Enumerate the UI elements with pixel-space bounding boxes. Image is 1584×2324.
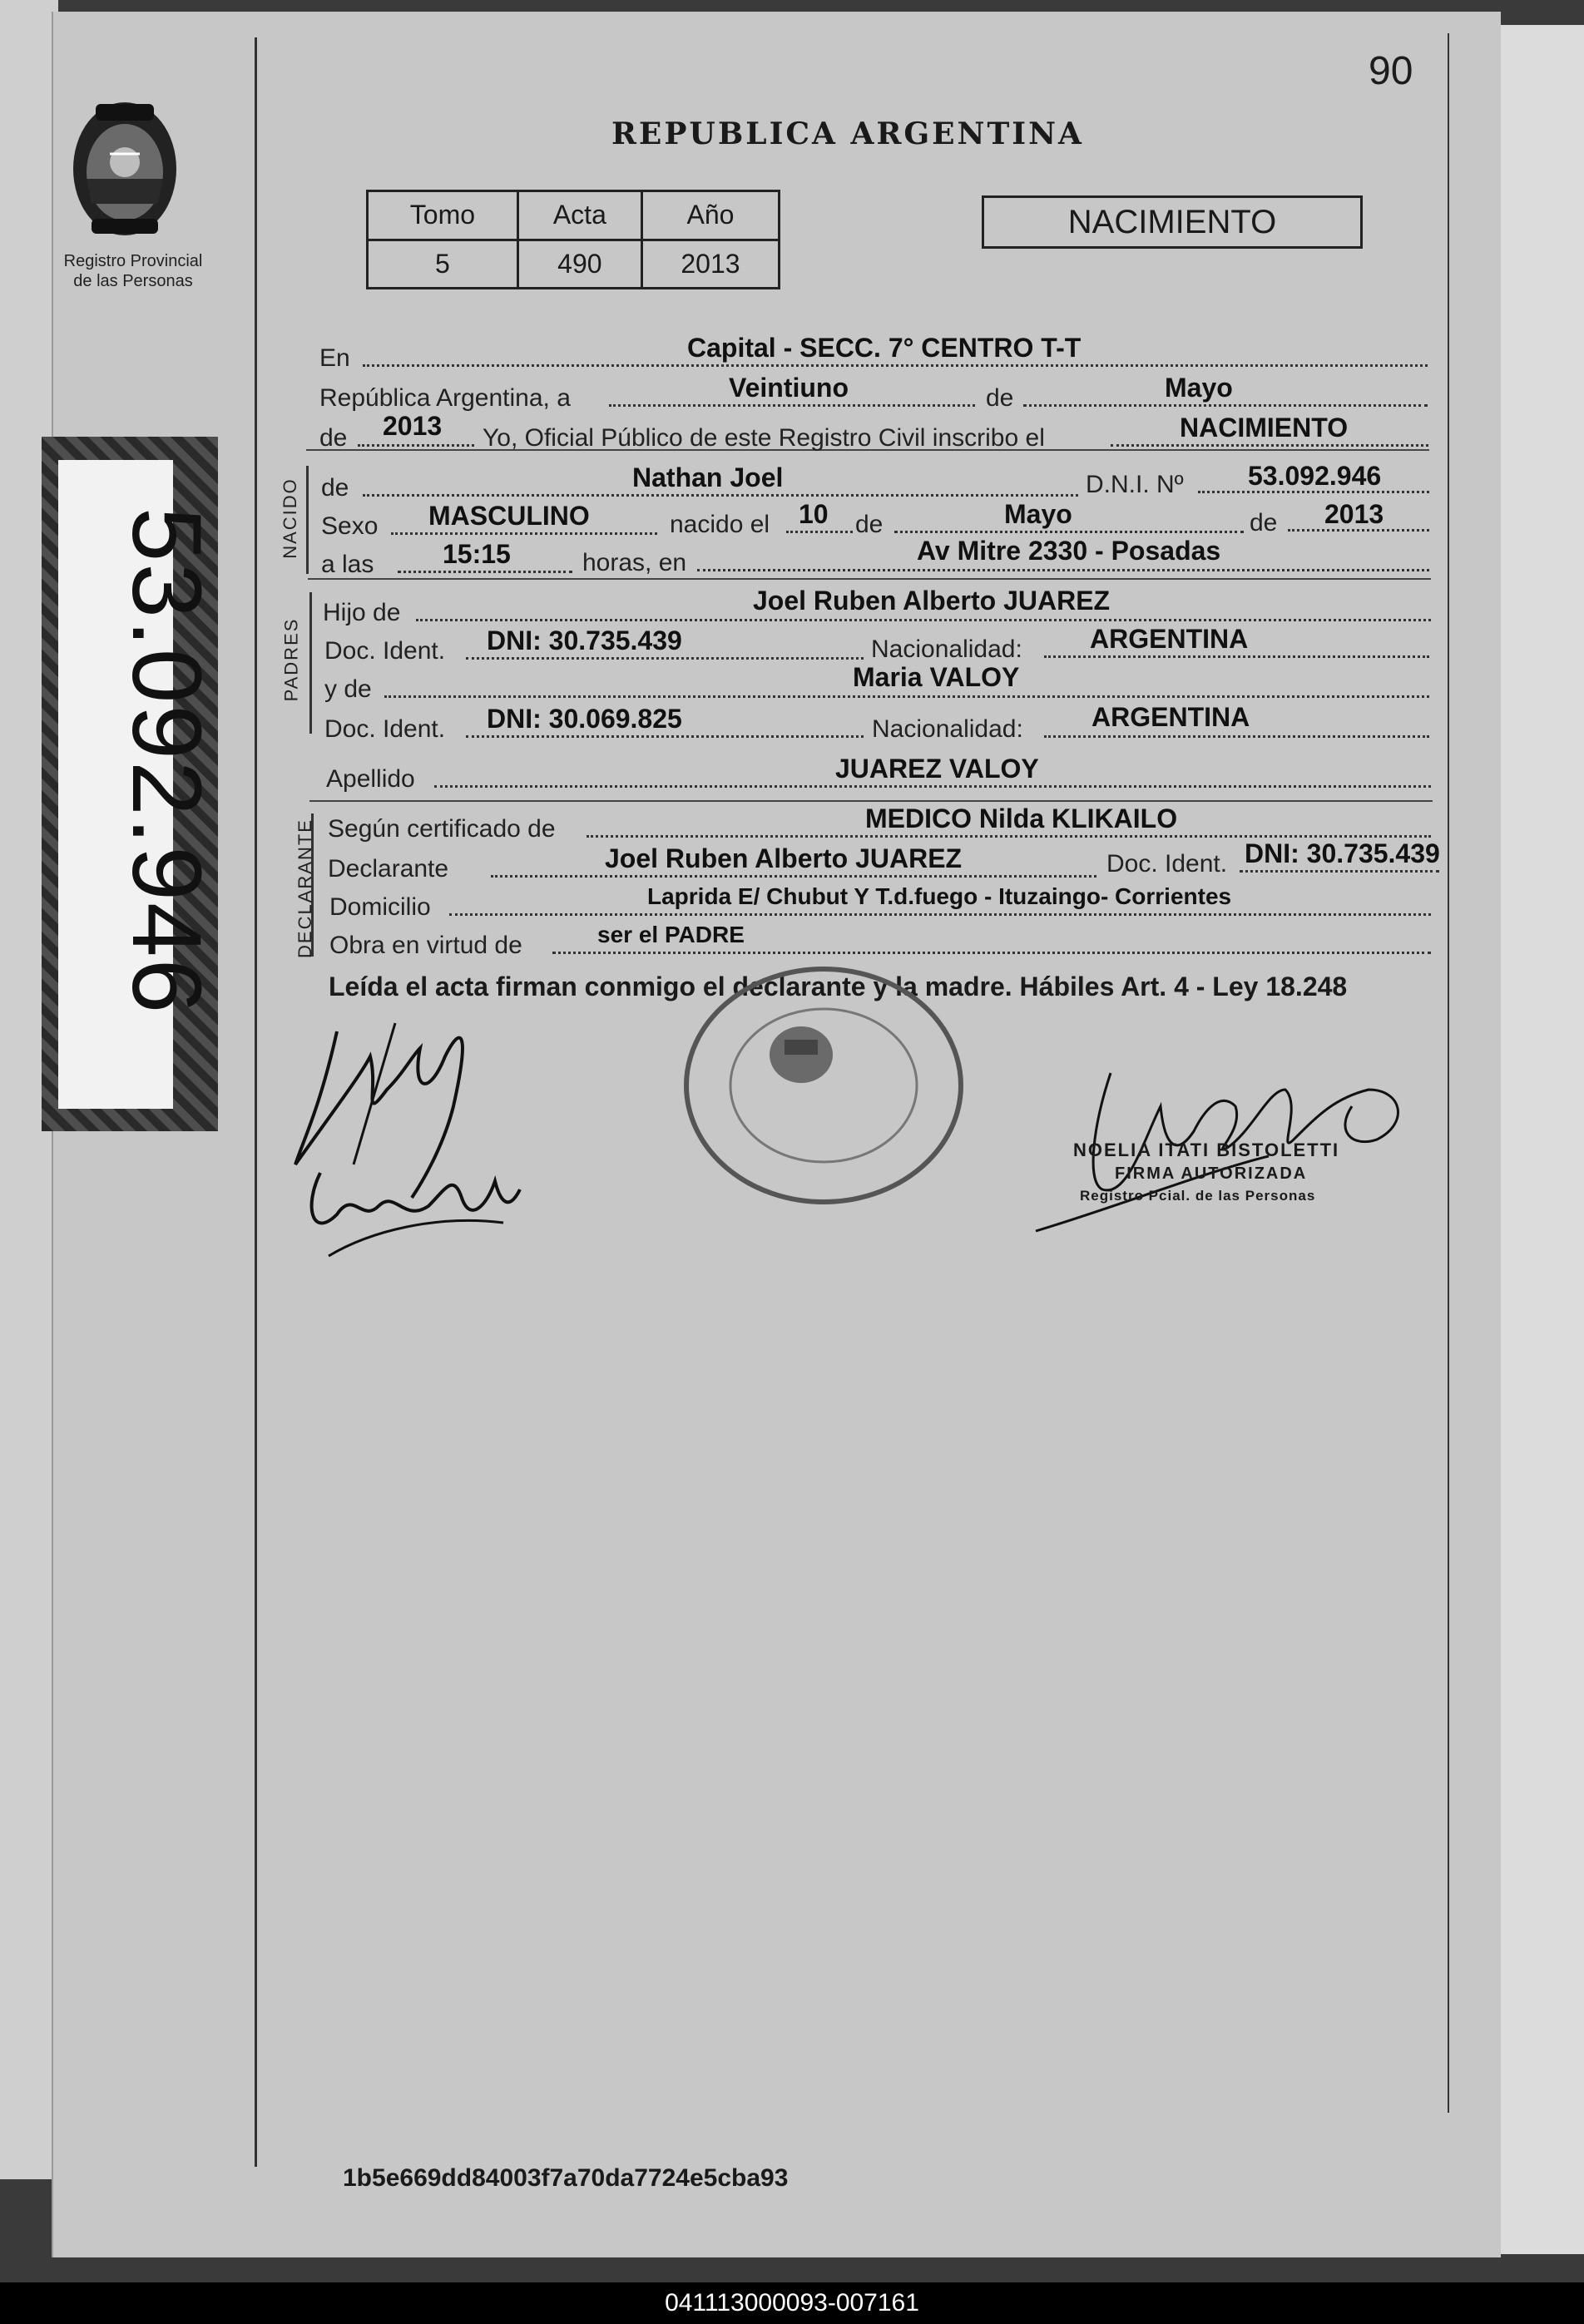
nacido-label: NACIDO (279, 477, 300, 559)
padres-bracket (309, 592, 312, 734)
declarante-label: DECLARANTE (294, 818, 315, 958)
en-dots (363, 364, 1428, 367)
padre-doc-dots (466, 657, 864, 660)
madre-value: Maria VALOY (853, 662, 1020, 692)
padre-nac-dots (1044, 655, 1429, 658)
hora-value: 15:15 (443, 539, 511, 569)
birth-month-dots (894, 531, 1244, 533)
declarante-signature-icon (287, 1006, 537, 1273)
madre-dots (384, 695, 1429, 698)
domicilio-value: Laprida E/ Chubut Y T.d.fuego - Ituzaingo- Corrientes (647, 883, 1232, 909)
inscribo-label: Yo, Oficial Público de este Registro Civil inscribo el (483, 424, 1045, 452)
page-number: 90 (1369, 49, 1413, 93)
madre-nac-value: ARGENTINA (1091, 702, 1250, 732)
birth-month-de-label: de (855, 511, 884, 538)
seal-caption (42, 251, 225, 291)
lugar-value: Av Mitre 2330 - Posadas (917, 536, 1221, 566)
header-ano: Año (641, 191, 779, 240)
padre-doc-label: Doc. Ident. (324, 637, 446, 665)
legal-text: Leída el acta firman conmigo el declarante y la madre. Hábiles Art. 4 - Ley 18.248 (329, 972, 1348, 1001)
record-type-box: NACIMIENTO (982, 195, 1363, 249)
madre-nac-dots (1044, 735, 1429, 738)
value-acta: 490 (517, 240, 641, 289)
obra-dots (552, 952, 1431, 954)
left-margin-line (255, 37, 257, 2167)
next-pages-edge (1497, 25, 1584, 2254)
month-value: Mayo (1165, 373, 1233, 403)
declarante-label-text: Declarante (328, 855, 449, 883)
nacido-bracket (306, 466, 309, 574)
en-value: Capital - SECC. 7° CENTRO T-T (687, 333, 1082, 363)
apellido-dots (434, 785, 1431, 788)
official-office: Registro Pcial. de las Personas (1080, 1188, 1316, 1204)
madre-doc-dots (466, 735, 864, 738)
certificado-dots (587, 835, 1431, 838)
padre-nac-value: ARGENTINA (1090, 624, 1249, 654)
madre-doc-label: Doc. Ident. (324, 715, 446, 743)
birth-year-value: 2013 (1324, 499, 1384, 529)
padre-value: Joel Ruben Alberto JUAREZ (753, 586, 1111, 616)
birth-month-value: Mayo (1004, 499, 1072, 529)
sexo-value: MASCULINO (428, 501, 590, 531)
madre-nac-label: Nacionalidad: (872, 715, 1023, 743)
declarante-doc-dots (1240, 870, 1439, 873)
padres-label: PADRES (280, 617, 302, 702)
header-tomo: Tomo (368, 191, 518, 240)
official-round-stamp-icon (678, 957, 973, 1214)
nombre-dots (363, 494, 1078, 497)
hora-dots (398, 571, 572, 573)
padre-dots (416, 619, 1431, 621)
apellido-label: Apellido (326, 765, 415, 793)
alas-label: a las (321, 551, 374, 578)
declarante-dots (491, 875, 1096, 878)
padre-nac-label: Nacionalidad: (871, 635, 1022, 663)
yde-label: y de (324, 675, 372, 703)
official-role: FIRMA AUTORIZADA (1115, 1164, 1308, 1183)
vertical-id-number: 53.092.946 (111, 507, 221, 1016)
obra-label: Obra en virtud de (329, 932, 522, 959)
republica-label: República Argentina, a (319, 384, 571, 412)
value-tomo: 5 (368, 240, 518, 289)
seal-caption-line2: de las Personas (73, 272, 193, 290)
province-seal-icon (67, 96, 183, 241)
apellido-value: JUAREZ VALOY (835, 754, 1039, 784)
official-name: NOELIA ITATI BISTOLETTI (1073, 1140, 1340, 1160)
document-hash: 1b5e669dd84003f7a70da7724e5cba93 (343, 2164, 789, 2192)
inscribo-dots (1111, 444, 1428, 447)
month-dots (1023, 404, 1428, 407)
birth-day-value: 10 (799, 499, 829, 529)
day-dots (609, 404, 975, 407)
declarante-doc-value: DNI: 30.735.439 (1245, 838, 1440, 868)
day-value: Veintiuno (729, 373, 849, 403)
seal-caption-line1: Registro Provincial (63, 252, 203, 270)
padre-doc-value: DNI: 30.735.439 (487, 626, 682, 655)
year-de-label: de (319, 424, 348, 452)
lugar-dots (697, 569, 1429, 571)
domicilio-label: Domicilio (329, 893, 431, 921)
dni-value: 53.092.946 (1248, 461, 1382, 491)
certificado-label: Según certificado de (328, 815, 556, 843)
inscribo-value: NACIMIENTO (1180, 413, 1349, 443)
month-de-label: de (986, 384, 1014, 412)
madre-doc-value: DNI: 30.069.825 (487, 704, 682, 734)
year-dots (358, 444, 474, 447)
right-margin-line (1448, 33, 1449, 2113)
birth-day-dots (786, 531, 853, 533)
hijo-label: Hijo de (323, 599, 401, 626)
birth-year-de-label: de (1250, 509, 1278, 536)
en-label: En (319, 344, 350, 372)
obra-value: ser el PADRE (597, 922, 745, 947)
horas-label: horas, en (582, 549, 687, 576)
year-value: 2013 (383, 411, 443, 441)
id-number-stamp (42, 437, 221, 1131)
header-acta: Acta (517, 191, 641, 240)
domicilio-dots (449, 913, 1431, 916)
certificado-value: MEDICO Nilda KLIKAILO (865, 804, 1178, 833)
nombre-label: de (321, 474, 349, 502)
registry-table (366, 190, 780, 289)
section-divider-3 (309, 800, 1433, 802)
declarante-doc-label: Doc. Ident. (1106, 850, 1228, 878)
value-ano: 2013 (641, 240, 779, 289)
dni-label: D.N.I. Nº (1086, 471, 1184, 498)
document-title: REPUBLICA ARGENTINA (611, 116, 1084, 151)
section-divider-2 (308, 578, 1431, 580)
nombre-value: Nathan Joel (632, 462, 784, 492)
sexo-label: Sexo (321, 512, 379, 540)
declarante-value: Joel Ruben Alberto JUAREZ (605, 843, 963, 873)
sexo-dots (391, 532, 657, 535)
nacido-el-label: nacido el (670, 511, 770, 538)
footer-id: 041113000093-007161 (0, 2282, 1584, 2324)
